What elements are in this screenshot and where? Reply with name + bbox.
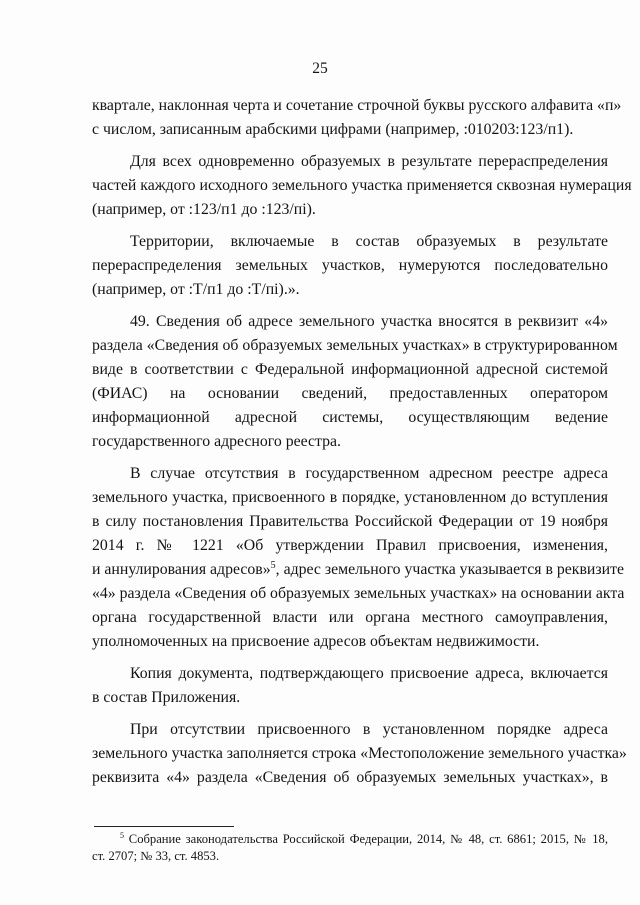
text-line: в состав Приложения. <box>92 689 241 706</box>
footnote-line: ст. 2707; № 33, ст. 4853. <box>92 849 220 863</box>
paragraph <box>92 462 625 654</box>
text-line: (ФИАС) на основании сведений, предоставленных оператором <box>92 385 608 402</box>
footnote-ref[interactable]: 5 <box>270 560 276 571</box>
text-line: информационной адресной системы, осуществляющим ведение <box>92 409 608 426</box>
footnote-text: Собрание законодательства Российской Федерации, 2014, № 48, ст. 6861; 2015, № 18, <box>128 832 608 846</box>
text-line: в силу постановления Правительства Российской Федерации от 19 ноября <box>92 513 608 530</box>
text-line: перераспределения земельных участков, нумеруются последовательно <box>92 257 608 274</box>
text-line: частей каждого исходного земельного участка применяется сквозная нумерация <box>92 177 632 194</box>
text-line: Копия документа, подтверждающего присвоение адреса, включается <box>130 665 608 682</box>
text-line: (например, от :Т/п1 до :Т/пi).». <box>92 281 300 298</box>
text-line: с числом, записанным арабскими цифрами (например, :010203:123/п1). <box>92 121 574 138</box>
text-line: Для всех одновременно образуемых в результате перераспределения <box>130 153 608 170</box>
page-number: 25 <box>312 60 328 77</box>
paragraph <box>92 718 627 790</box>
text-line: Территории, включаемые в состав образуемых в результате <box>130 233 608 250</box>
footnote-marker: 5 <box>120 831 124 840</box>
paragraph <box>92 94 622 142</box>
text-line: 49. Сведения об адресе земельного участка вносятся в реквизит «4» <box>130 313 608 330</box>
text-line: виде в соответствии с Федеральной информационной адресной системой <box>92 361 608 378</box>
body-text <box>92 94 632 790</box>
text-line-part: , адрес земельного участка указывается в реквизите <box>275 561 624 578</box>
text-line: уполномоченных на присвоение адресов объектам недвижимости. <box>92 633 540 650</box>
text-line: 2014 г. № 1221 «Об утверждении Правил присвоения, изменения, <box>92 537 608 554</box>
text-line: реквизита «4» раздела «Сведения об образуемых земельных участках», в <box>92 769 608 786</box>
text-line: земельного участка заполняется строка «Местоположение земельного участка» <box>92 745 627 762</box>
paragraph <box>92 150 632 222</box>
paragraph <box>92 230 608 302</box>
text-line: «4» раздела «Сведения об образуемых земельных участках» на основании акта <box>92 585 625 602</box>
text-line: При отсутствии присвоенного в установленном порядке адреса <box>130 721 608 738</box>
text-line <box>92 558 624 582</box>
text-line: В случае отсутствия в государственном адресном реестре адреса <box>130 465 608 482</box>
text-line: (например, от :123/п1 до :123/пi). <box>92 201 316 218</box>
text-line: квартале, наклонная черта и сочетание строчной буквы русского алфавита «п» <box>92 97 622 114</box>
text-line: раздела «Сведения об образуемых земельных участках» в структурированном <box>92 337 618 354</box>
footnote <box>92 831 608 865</box>
text-line: земельного участка, присвоенного в порядке, установленном до вступления <box>92 489 608 506</box>
footnote-line <box>92 831 608 848</box>
footnote-separator <box>94 826 234 827</box>
paragraph <box>92 310 618 454</box>
paragraph <box>92 662 608 710</box>
text-line: органа государственной власти или органа местного самоуправления, <box>92 609 608 626</box>
text-line: государственного адресного реестра. <box>92 433 341 450</box>
text-line-part: и аннулирования адресов» <box>92 561 271 578</box>
